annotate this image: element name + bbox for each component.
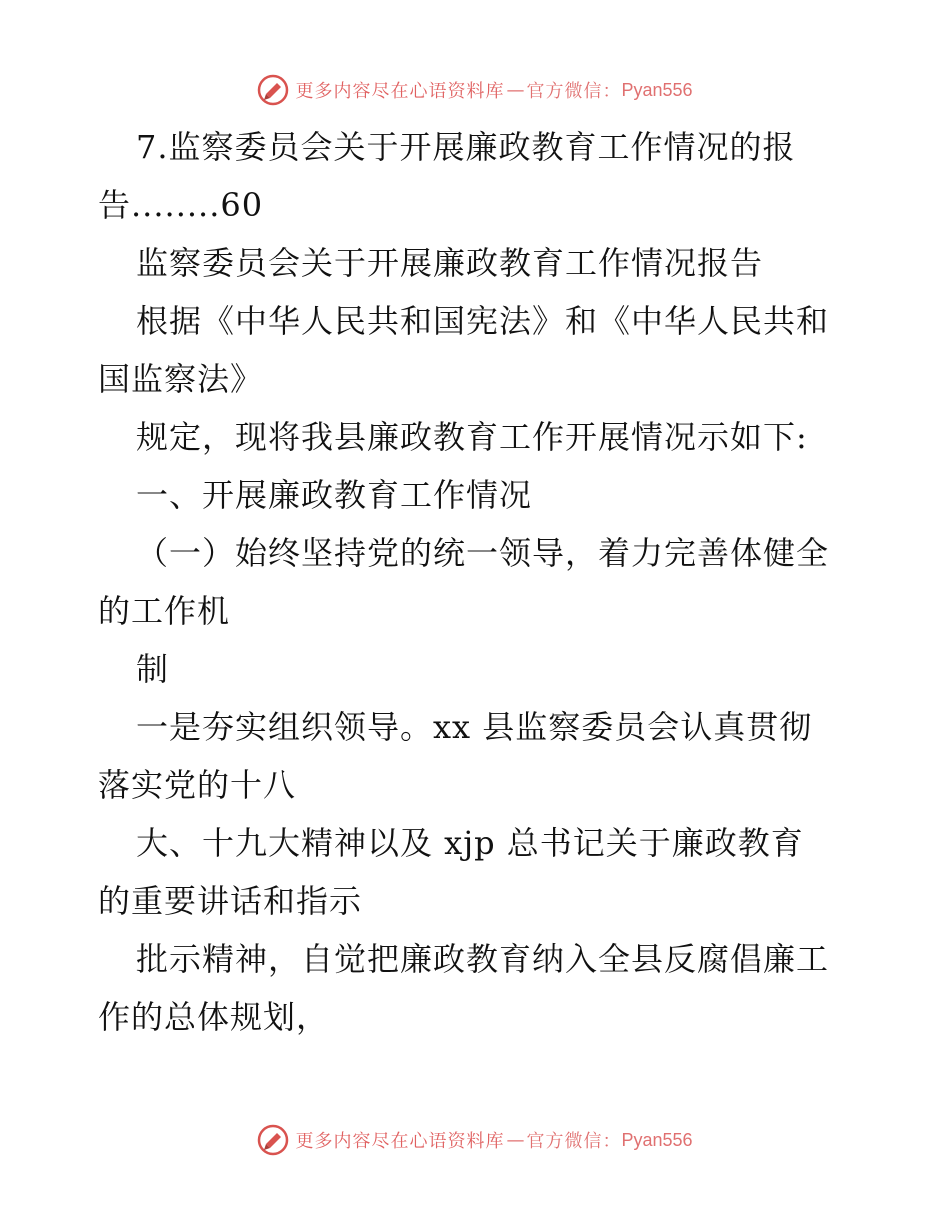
wechat-label: 官方微信： xyxy=(526,1131,622,1152)
footer-banner xyxy=(0,1120,950,1160)
text-line: 告........60 xyxy=(98,186,264,224)
banner-slogan: 更多内容尽在心语资料库 xyxy=(295,1131,505,1152)
wechat-id: Pyan556 xyxy=(621,79,693,100)
wechat-label: 官方微信： xyxy=(526,81,622,102)
banner-dash: — xyxy=(506,79,525,101)
text-line: 一是夯实组织领导。xx 县监察委员会认真贯彻 xyxy=(136,708,813,746)
text-line: 批示精神，自觉把廉政教育纳入全县反腐倡廉工 xyxy=(136,940,830,978)
text-line: 根据《中华人民共和国宪法》和《中华人民共和 xyxy=(136,302,830,340)
text-line: 7.监察委员会关于开展廉政教育工作情况的报 xyxy=(136,128,796,166)
banner-slogan: 更多内容尽在心语资料库 xyxy=(295,81,505,102)
text-line: 的重要讲话和指示 xyxy=(98,882,363,920)
text-line: （一）始终坚持党的统一领导，着力完善体健全 xyxy=(136,534,830,572)
banner-dash: — xyxy=(506,1129,525,1151)
text-line: 作的总体规划， xyxy=(98,998,330,1036)
wechat-id: Pyan556 xyxy=(621,1129,693,1150)
text-line: 制 xyxy=(136,650,170,688)
header-banner xyxy=(0,70,950,110)
text-line: 的工作机 xyxy=(98,592,231,630)
text-line: 一、开展廉政教育工作情况 xyxy=(136,476,533,514)
text-line: 大、十九大精神以及 xjp 总书记关于廉政教育 xyxy=(136,824,804,862)
text-line: 落实党的十八 xyxy=(98,766,297,804)
hand-pen-logo-icon xyxy=(257,74,289,106)
text-line: 国监察法》 xyxy=(98,360,264,398)
document-body xyxy=(98,118,858,1046)
text-line: 监察委员会关于开展廉政教育工作情况报告 xyxy=(136,244,764,282)
hand-pen-logo-icon xyxy=(257,1124,289,1156)
text-line: 规定，现将我县廉政教育工作开展情况示如下: xyxy=(136,418,808,456)
